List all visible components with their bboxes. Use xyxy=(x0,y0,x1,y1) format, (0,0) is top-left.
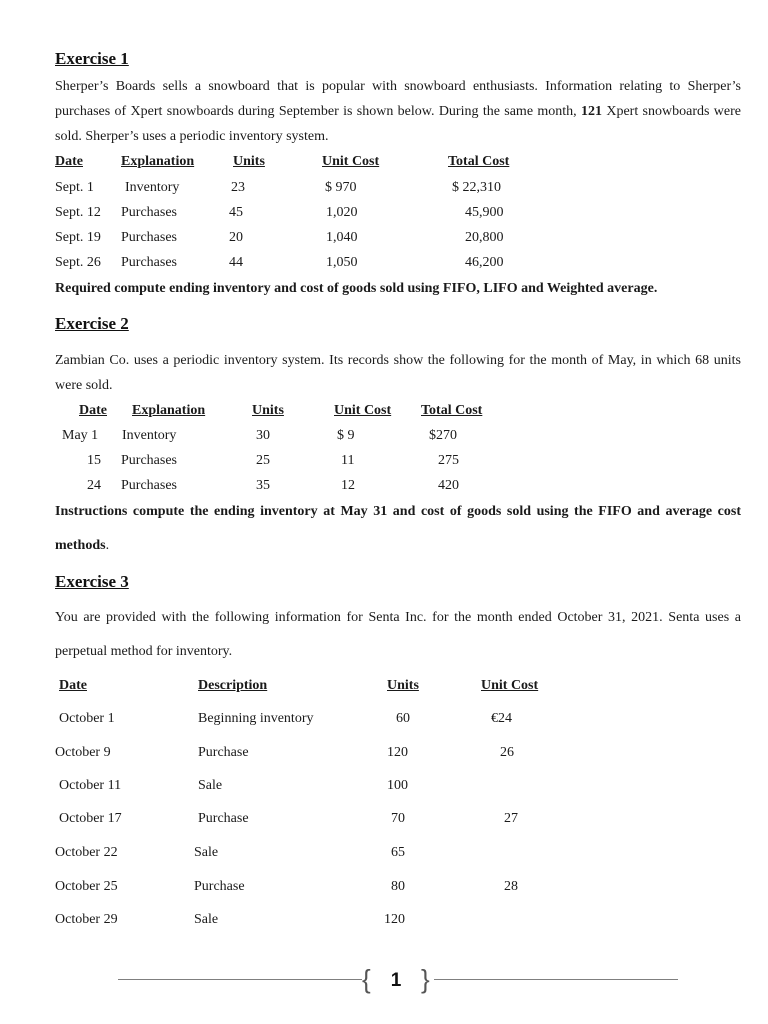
table-cell: $270 xyxy=(429,428,457,443)
table-cell: 420 xyxy=(438,478,459,493)
table-cell: $ 9 xyxy=(337,428,355,443)
table-header: Description xyxy=(198,678,268,693)
footer-rule-right xyxy=(434,979,678,980)
table-header: Date xyxy=(59,678,87,693)
table-cell: 35 xyxy=(256,478,270,493)
table-cell: Purchase xyxy=(194,879,245,894)
table-header: Unit Cost xyxy=(334,403,392,418)
exercise-1-intro: Sherper’s Boards sells a snowboard that is popular with snowboard enthusiasts. Information relating to Sherper’s purchases of Xpert snowboards during September is shown below. During the same month, 121 Xpert snowboards were sold. Sherper’s uses a periodic inventory system. xyxy=(55,79,741,144)
table-cell: October 1 xyxy=(59,711,115,726)
table-cell: Sale xyxy=(194,845,219,860)
page-number: 1 xyxy=(390,970,402,991)
table-cell: 44 xyxy=(229,255,243,270)
table-cell: Beginning inventory xyxy=(198,711,314,726)
table-cell: 20,800 xyxy=(465,230,504,245)
table-cell: 23 xyxy=(231,180,245,195)
table-header: Date xyxy=(79,403,107,418)
table-header: Total Cost xyxy=(448,154,510,169)
table-header: Explanation xyxy=(121,154,195,169)
table-cell: October 11 xyxy=(59,778,122,793)
table-cell: October 9 xyxy=(55,745,111,760)
table-header: Date xyxy=(55,154,83,169)
exercise-3-title: Exercise 3 xyxy=(55,572,129,591)
table-cell: May 1 xyxy=(62,428,99,443)
table-cell: Sept. 1 xyxy=(55,180,94,195)
exercise-2-instructions: Instructions compute the ending inventory at May 31 and cost of goods sold using the FIFO and average cost methods. xyxy=(55,504,741,553)
table-cell: Purchases xyxy=(121,205,177,220)
table-cell: 70 xyxy=(391,811,405,826)
table-cell: 275 xyxy=(438,453,459,468)
table-cell: October 17 xyxy=(59,811,122,826)
table-cell: Inventory xyxy=(122,428,177,443)
table-cell: 26 xyxy=(500,745,514,760)
table-header: Explanation xyxy=(132,403,206,418)
table-cell: 25 xyxy=(256,453,270,468)
table-cell: 20 xyxy=(229,230,243,245)
table-cell: 120 xyxy=(384,912,405,927)
exercise-1-title: Exercise 1 xyxy=(55,49,129,68)
table-cell: 11 xyxy=(341,453,355,468)
table-cell: 1,040 xyxy=(326,230,358,245)
table-cell: 65 xyxy=(391,845,405,860)
table-cell: Purchase xyxy=(198,745,249,760)
table-cell: 45,900 xyxy=(465,205,504,220)
table-cell: 1,020 xyxy=(326,205,358,220)
table-header: Unit Cost xyxy=(322,154,380,169)
table-header: Unit Cost xyxy=(481,678,539,693)
table-cell: $ 22,310 xyxy=(452,180,501,195)
table-cell: Sept. 19 xyxy=(55,230,101,245)
table-cell: Purchases xyxy=(121,478,177,493)
table-header: Total Cost xyxy=(421,403,483,418)
table-cell: 80 xyxy=(391,879,405,894)
table-cell: 27 xyxy=(504,811,518,826)
table-header: Units xyxy=(252,403,284,418)
table-cell: 28 xyxy=(504,879,518,894)
table-cell: Purchase xyxy=(198,811,249,826)
table-cell: Inventory xyxy=(125,180,180,195)
table-cell: Sale xyxy=(198,778,223,793)
table-cell: Purchases xyxy=(121,255,177,270)
table-cell: Purchases xyxy=(121,230,177,245)
table-cell: October 25 xyxy=(55,879,118,894)
table-cell: 46,200 xyxy=(465,255,504,270)
footer-bracket-left: { xyxy=(362,964,371,994)
table-cell: October 29 xyxy=(55,912,118,927)
table-cell: 12 xyxy=(341,478,355,493)
exercise-3-intro: You are provided with the following information for Senta Inc. for the month ended October 31, 2021. Senta uses a perpetual method for inventory. xyxy=(55,610,741,659)
table-cell: 45 xyxy=(229,205,243,220)
table-cell: Purchases xyxy=(121,453,177,468)
table-cell: 60 xyxy=(396,711,410,726)
table-cell: 100 xyxy=(387,778,408,793)
table-header: Units xyxy=(387,678,419,693)
exercise-1-required: Required compute ending inventory and cost of goods sold using FIFO, LIFO and Weighted average. xyxy=(55,281,658,296)
table-cell: €24 xyxy=(491,711,512,726)
table-cell: Sept. 12 xyxy=(55,205,101,220)
table-cell: 1,050 xyxy=(326,255,358,270)
exercise-2-title: Exercise 2 xyxy=(55,314,129,333)
footer-bracket-right: } xyxy=(421,964,430,994)
table-cell: 120 xyxy=(387,745,408,760)
exercise-2-intro: Zambian Co. uses a periodic inventory system. Its records show the following for the month of May, in which 68 units were sold. xyxy=(55,353,741,393)
table-cell: 15 xyxy=(87,453,101,468)
footer-rule-left xyxy=(118,979,362,980)
table-cell: 30 xyxy=(256,428,270,443)
table-cell: 24 xyxy=(87,478,101,493)
table-cell: October 22 xyxy=(55,845,118,860)
table-cell: $ 970 xyxy=(325,180,357,195)
table-cell: Sept. 26 xyxy=(55,255,101,270)
table-header: Units xyxy=(233,154,265,169)
table-cell: Sale xyxy=(194,912,219,927)
